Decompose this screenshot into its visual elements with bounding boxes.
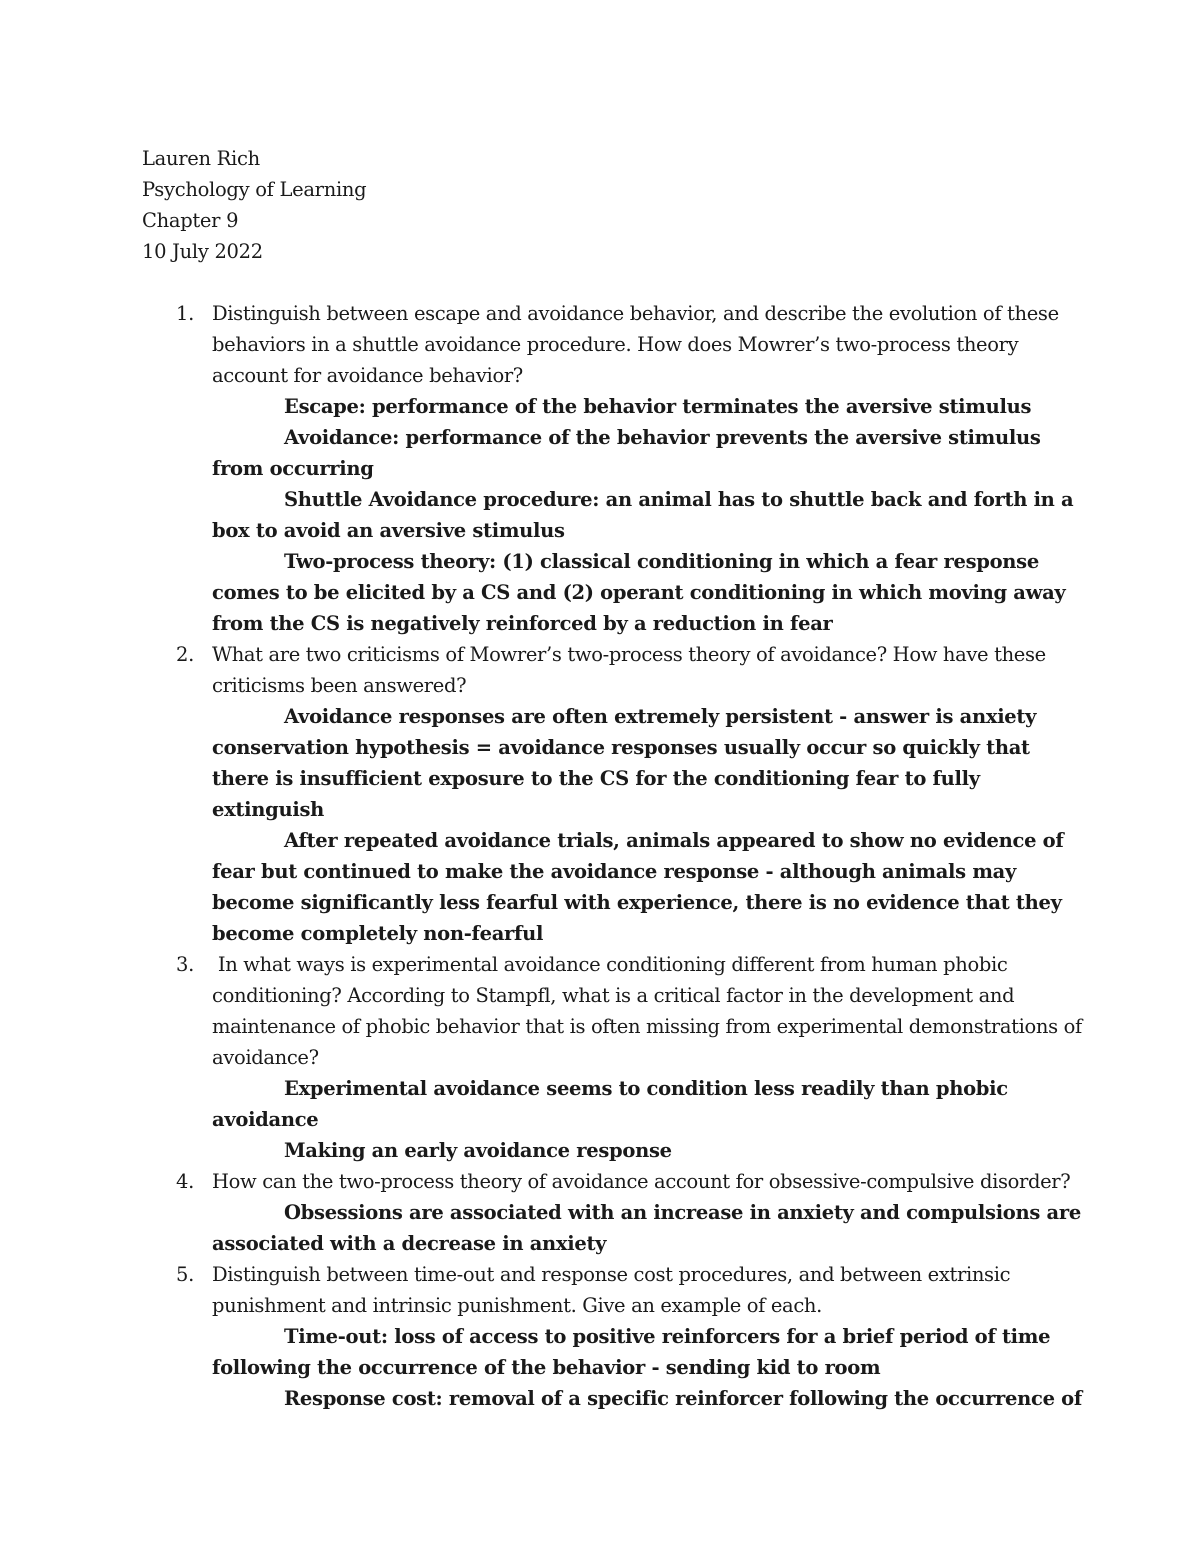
answer-text: Avoidance: performance of the behavior prevents the aversive stimulus from occurring — [212, 426, 1041, 480]
question-number: 2. — [176, 643, 195, 666]
question-number: 4. — [176, 1170, 195, 1193]
question-item-5 — [142, 1259, 1082, 1414]
question-number: 3. — [176, 953, 195, 976]
document-date: 10 July 2022 — [142, 240, 263, 263]
document-header — [142, 143, 1200, 267]
answer-text: Making an early avoidance response — [284, 1139, 672, 1162]
answer-text: Two-process theory: (1) classical conditioning in which a fear response comes to be elicited by a CS and (2) operant conditioning in which moving away from the CS is negatively reinforced by a reduction in fear — [212, 550, 1066, 635]
answer-text: Response cost: removal of a specific reinforcer following the occurrence of — [284, 1387, 1082, 1410]
answer-text: After repeated avoidance trials, animals appeared to show no evidence of fear but continued to make the avoidance response - although animals may become significantly less fearful with experience, there is no evidence that they become completely non-fearful — [212, 829, 1064, 945]
question-text: Distinguish between escape and avoidance behavior, and describe the evolution of these behaviors in a shuttle avoidance procedure. How does Mowrer’s two-process theory account for avoidance behavior? — [212, 302, 1059, 387]
question-item-3 — [142, 949, 1088, 1166]
answer-text: Experimental avoidance seems to condition less readily than phobic avoidance — [212, 1077, 1008, 1131]
question-item-4 — [142, 1166, 1082, 1259]
question-item-2 — [142, 639, 1082, 949]
question-list — [142, 298, 1200, 1414]
question-text: What are two criticisms of Mowrer’s two-process theory of avoidance? How have these criticisms been answered? — [212, 643, 1046, 697]
question-text: In what ways is experimental avoidance conditioning different from human phobic conditioning? According to Stampfl, what is a critical factor in the development and maintenance of phobic behavior that is often missing from experimental demonstrations of avoidance? — [212, 953, 1088, 1069]
answer-text: Time-out: loss of access to positive reinforcers for a brief period of time following the occurrence of the behavior - sending kid to room — [212, 1325, 1051, 1379]
question-text: How can the two-process theory of avoidance account for obsessive-compulsive disorder? — [212, 1170, 1071, 1193]
answer-text: Escape: performance of the behavior terminates the aversive stimulus — [284, 395, 1032, 418]
course-title: Psychology of Learning — [142, 178, 367, 201]
answer-text: Obsessions are associated with an increase in anxiety and compulsions are associated with a decrease in anxiety — [212, 1201, 1081, 1255]
question-text: Distinguish between time-out and response cost procedures, and between extrinsic punishment and intrinsic punishment. Give an example of each. — [212, 1263, 1011, 1317]
chapter-label: Chapter 9 — [142, 209, 239, 232]
author-name: Lauren Rich — [142, 147, 260, 170]
question-number: 5. — [176, 1263, 195, 1286]
answer-text: Avoidance responses are often extremely persistent - answer is anxiety conservation hypothesis = avoidance responses usually occur so quickly that there is insufficient exposure to the CS for the conditioning fear to fully extinguish — [212, 705, 1037, 821]
question-item-1 — [142, 298, 1082, 639]
answer-text: Shuttle Avoidance procedure: an animal has to shuttle back and forth in a box to avoid an aversive stimulus — [212, 488, 1074, 542]
question-number: 1. — [176, 302, 195, 325]
